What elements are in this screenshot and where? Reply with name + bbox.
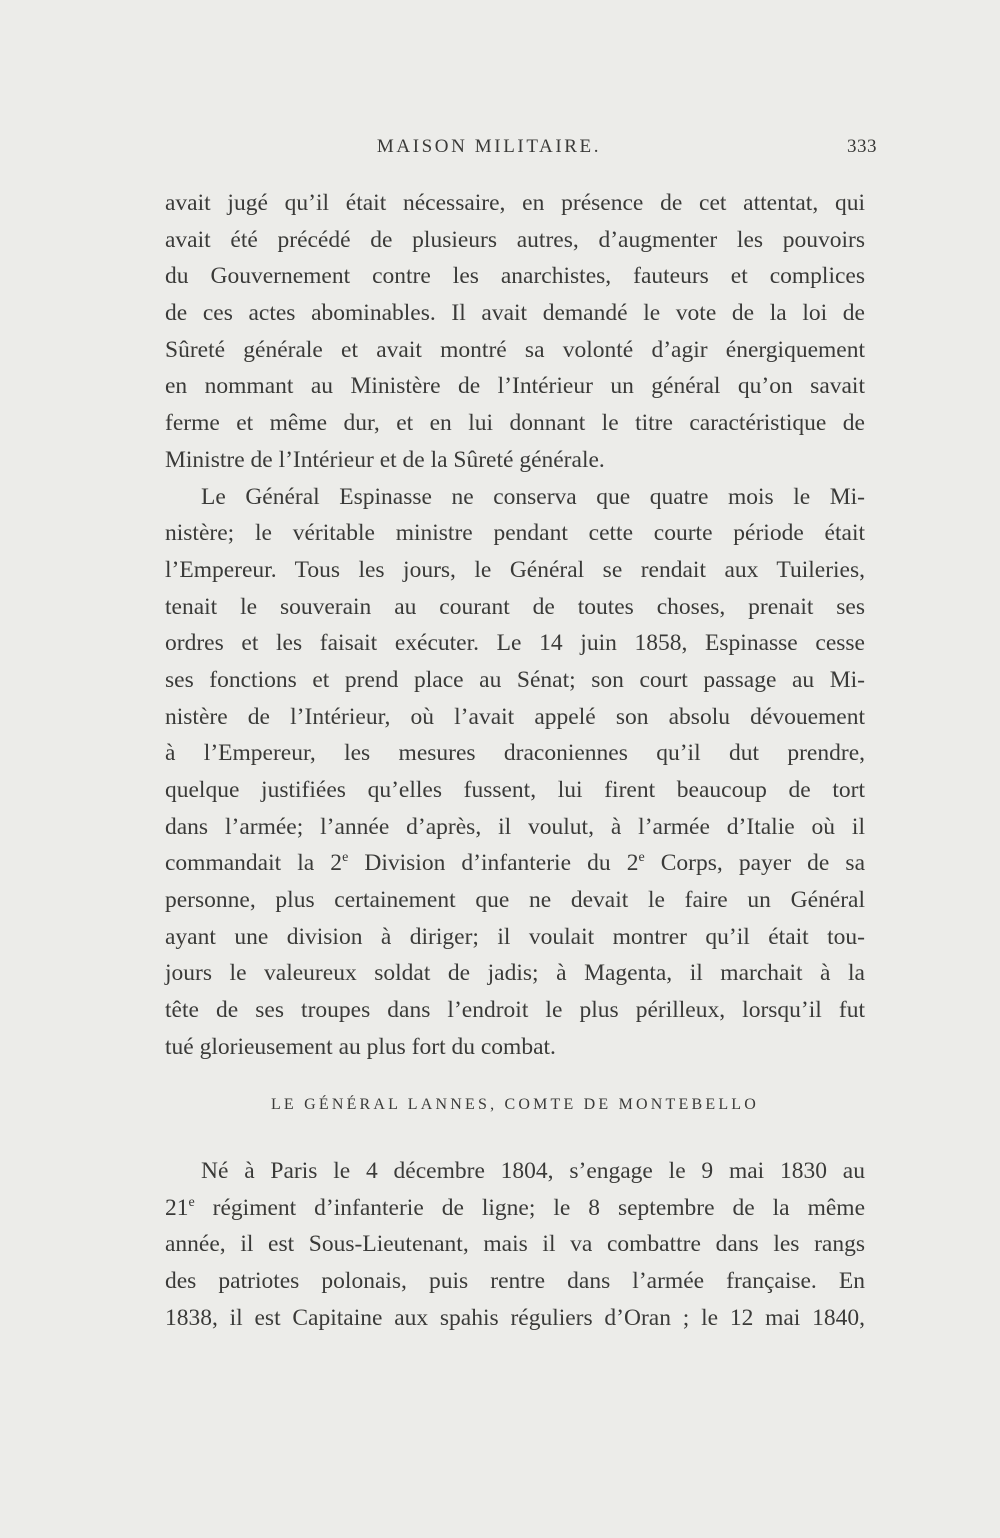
text-line: de ces actes abominables. Il avait demandé le vote de la loi de	[165, 300, 865, 327]
page-number: 333	[847, 136, 877, 157]
text-line: jours le valeureux soldat de jadis; à Magenta, il marchait à la	[165, 960, 865, 987]
text-line: tué glorieusement au plus fort du combat.	[165, 1033, 556, 1060]
main-text	[165, 185, 865, 1066]
text-line: Le Général Espinasse ne conserva que quatre mois le Mi-	[201, 483, 865, 510]
superscript: e	[638, 850, 645, 866]
text-line: l’Empereur. Tous les jours, le Général se rendait aux Tuileries,	[165, 556, 865, 583]
running-title: MAISON MILITAIRE.	[376, 136, 602, 157]
text-line: des patriotes polonais, puis rentre dans l’armée française. En	[165, 1268, 865, 1295]
text-line: ses fonctions et prend place au Sénat; son court passage au Mi-	[165, 666, 865, 693]
text-line: personne, plus certainement que ne devait le faire un Général	[165, 887, 865, 914]
text-line: nistère de l’Intérieur, où l’avait appelé son absolu dévouement	[165, 703, 865, 730]
text-line: ferme et même dur, et en lui donnant le titre caractéristique de	[165, 410, 865, 437]
text-line: quelque justifiées qu’elles fussent, lui firent beaucoup de tort	[165, 777, 865, 803]
text-line: Né à Paris le 4 décembre 1804, s’engage le 9 mai 1830 au	[201, 1158, 865, 1184]
text-line: 1838, il est Capitaine aux spahis réguliers d’Oran ; le 12 mai 1840,	[165, 1304, 865, 1331]
text-line: nistère; le véritable ministre pendant cette courte période était	[165, 520, 865, 547]
text-line: avait été précédé de plusieurs autres, d’augmenter les pouvoirs	[165, 226, 865, 253]
text-line: année, il est Sous-Lieutenant, mais il va combattre dans les rangs	[165, 1231, 865, 1258]
text-line: ordres et les faisait exécuter. Le 14 juin 1858, Espinasse cesse	[165, 630, 865, 657]
superscript: e	[342, 850, 349, 866]
text-line: Sûreté générale et avait montré sa volonté d’agir énergiquement	[165, 336, 865, 363]
text-line: en nommant au Ministère de l’Intérieur un général qu’on savait	[165, 373, 865, 400]
text-line: à l’Empereur, les mesures draconiennes qu’il dut prendre,	[165, 740, 865, 767]
section-text	[165, 1153, 865, 1336]
text-line	[165, 845, 865, 882]
text-line	[165, 1190, 865, 1227]
text-segment: Corps, payer de sa	[644, 850, 865, 877]
text-segment: régiment d’infanterie de ligne; le 8 septembre de la même	[194, 1194, 865, 1221]
text-line: Ministre de l’Intérieur et de la Sûreté générale.	[165, 446, 605, 473]
text-line: avait jugé qu’il était nécessaire, en présence de cet attentat, qui	[165, 190, 865, 216]
text-line: ayant une division à diriger; il voulait montrer qu’il était tou-	[165, 923, 865, 950]
text-line: du Gouvernement contre les anarchistes, fauteurs et complices	[165, 263, 865, 290]
running-header	[165, 134, 877, 164]
text-segment: commandait la 2	[165, 850, 343, 877]
text-line: tenait le souverain au courant de toutes choses, prenait ses	[165, 593, 865, 620]
text-line: tête de ses troupes dans l’endroit le plus périlleux, lorsqu’il fut	[165, 997, 865, 1024]
superscript: e	[188, 1194, 195, 1210]
text-line: dans l’armée; l’année d’après, il voulut, à l’armée d’Italie où il	[165, 813, 865, 840]
text-segment: 21	[165, 1194, 189, 1221]
section-heading: LE GÉNÉRAL LANNES, COMTE DE MONTEBELLO	[270, 1096, 760, 1113]
text-segment: Division d’infanterie du 2	[348, 850, 639, 877]
